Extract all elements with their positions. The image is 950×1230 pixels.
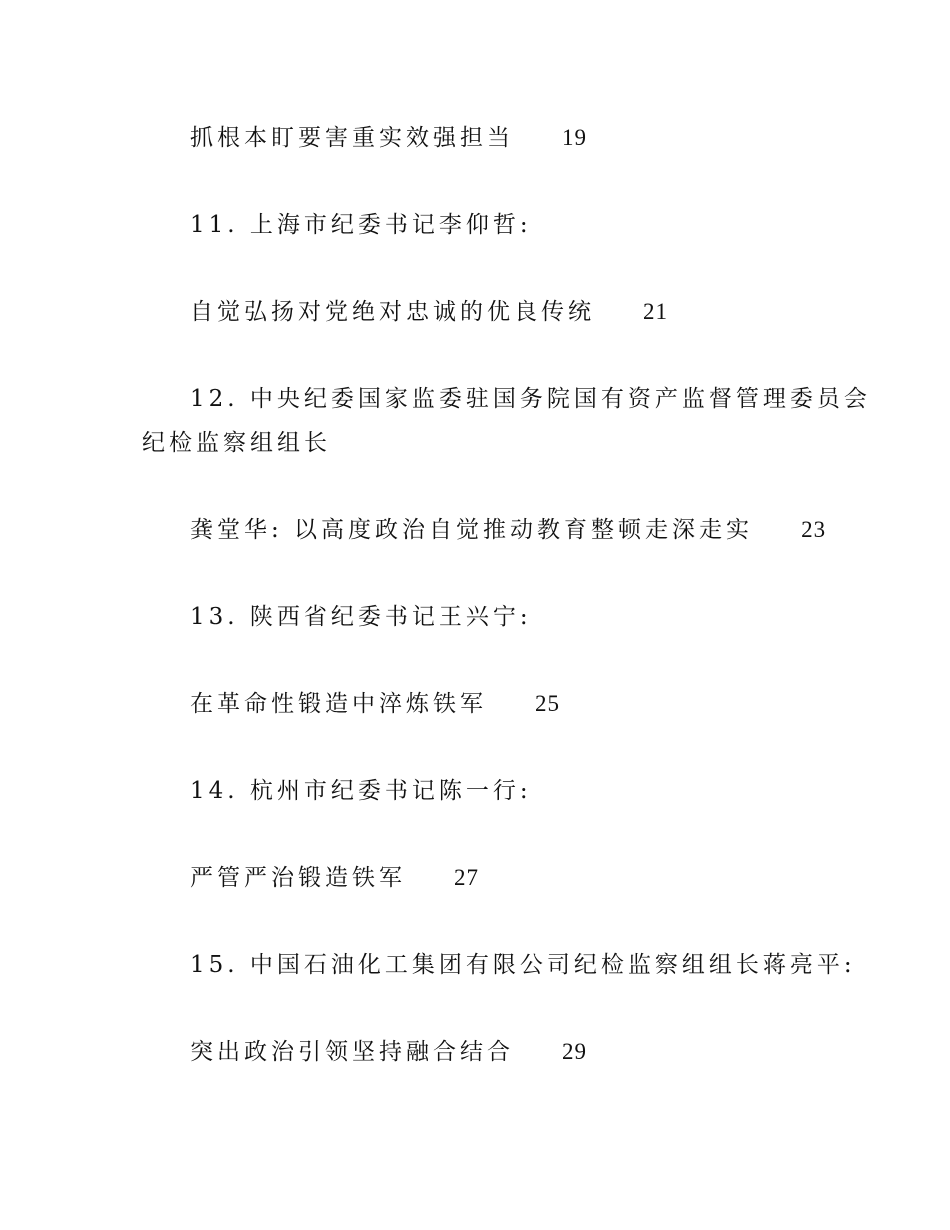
- toc-entry-text: 自觉弘扬对党绝对忠诚的优良传统: [190, 299, 595, 325]
- toc-entry-text: 龚堂华: 以高度政治自觉推动教育整顿走深走实: [190, 517, 754, 543]
- toc-entry-title: [190, 1037, 587, 1067]
- toc-entry-title: [190, 863, 479, 893]
- toc-entry-text: 抓根本盯要害重实效强担当: [190, 125, 514, 151]
- toc-entry-title: [190, 123, 587, 153]
- toc-page-number: 27: [454, 865, 479, 890]
- toc-entry-text: 在革命性锻造中淬炼铁军: [190, 691, 487, 717]
- toc-entry-heading: 15. 中国石油化工集团有限公司纪检监察组组长蒋亮平:: [190, 952, 856, 978]
- toc-entry-heading: 11. 上海市纪委书记李仰哲:: [190, 212, 532, 238]
- toc-entry-title: [190, 515, 826, 545]
- toc-entry-title: [190, 297, 668, 327]
- toc-entry-heading: 14. 杭州市纪委书记陈一行:: [190, 778, 532, 804]
- toc-entry-heading: 12. 中央纪委国家监委驻国务院国有资产监督管理委员会: [190, 386, 871, 412]
- toc-page-number: 29: [562, 1039, 587, 1064]
- toc-page-number: 23: [801, 517, 827, 542]
- toc-page-number: 25: [535, 691, 560, 716]
- toc-entry-heading: 13. 陕西省纪委书记王兴宁:: [190, 604, 532, 630]
- toc-page-number: 19: [562, 125, 587, 150]
- toc-entry-text: 突出政治引领坚持融合结合: [190, 1039, 514, 1065]
- toc-page-number: 21: [643, 299, 668, 324]
- toc-entry-heading-continued: 纪检监察组组长: [142, 430, 331, 456]
- toc-entry-title: [190, 689, 560, 719]
- toc-entry-text: 严管严治锻造铁军: [190, 865, 406, 891]
